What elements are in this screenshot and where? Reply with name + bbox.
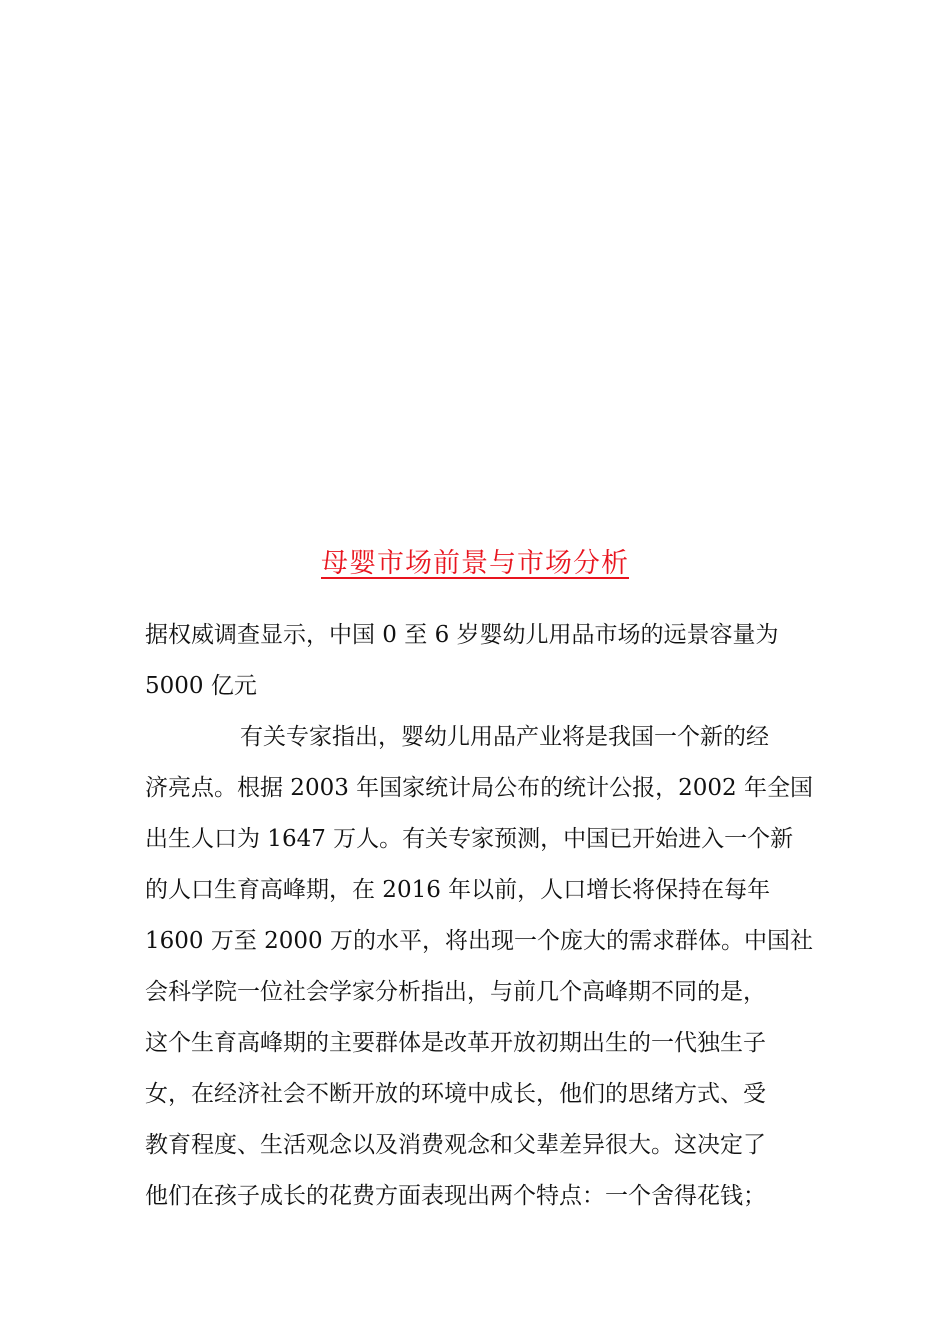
intro-line: 5000 亿元: [145, 673, 257, 699]
document-title: 母婴市场前景与市场分析: [321, 548, 629, 579]
paragraph-line: 出生人口为 1647 万人。有关专家预测，中国已开始进入一个新: [145, 826, 794, 852]
paragraph-line: 会科学院一位社会学家分析指出，与前几个高峰期不同的是，: [145, 979, 766, 1005]
paragraph-line: 1600 万至 2000 万的水平，将出现一个庞大的需求群体。中国社: [145, 928, 813, 954]
paragraph-line: 这个生育高峰期的主要群体是改革开放初期出生的一代独生子: [145, 1030, 766, 1056]
paragraph-line: 有关专家指出，婴幼儿用品产业将是我国一个新的经: [240, 724, 769, 750]
paragraph-line: 女，在经济社会不断开放的环境中成长，他们的思绪方式、受: [145, 1081, 766, 1107]
paragraph-line: 教育程度、生活观念以及消费观念和父辈差异很大。这决定了: [145, 1132, 766, 1158]
intro-paragraph: [145, 610, 815, 712]
paragraph-line: 的人口生育高峰期，在 2016 年以前，人口增长将保持在每年: [145, 877, 771, 903]
intro-line: 据权威调查显示，中国 0 至 6 岁婴幼儿用品市场的远景容量为: [145, 622, 779, 648]
paragraph-line: 济亮点。根据 2003 年国家统计局公布的统计公报，2002 年全国: [145, 775, 813, 801]
paragraph-line: 他们在孩子成长的花费方面表现出两个特点：一个舍得花钱；: [145, 1183, 766, 1209]
main-paragraph: [145, 712, 815, 1222]
